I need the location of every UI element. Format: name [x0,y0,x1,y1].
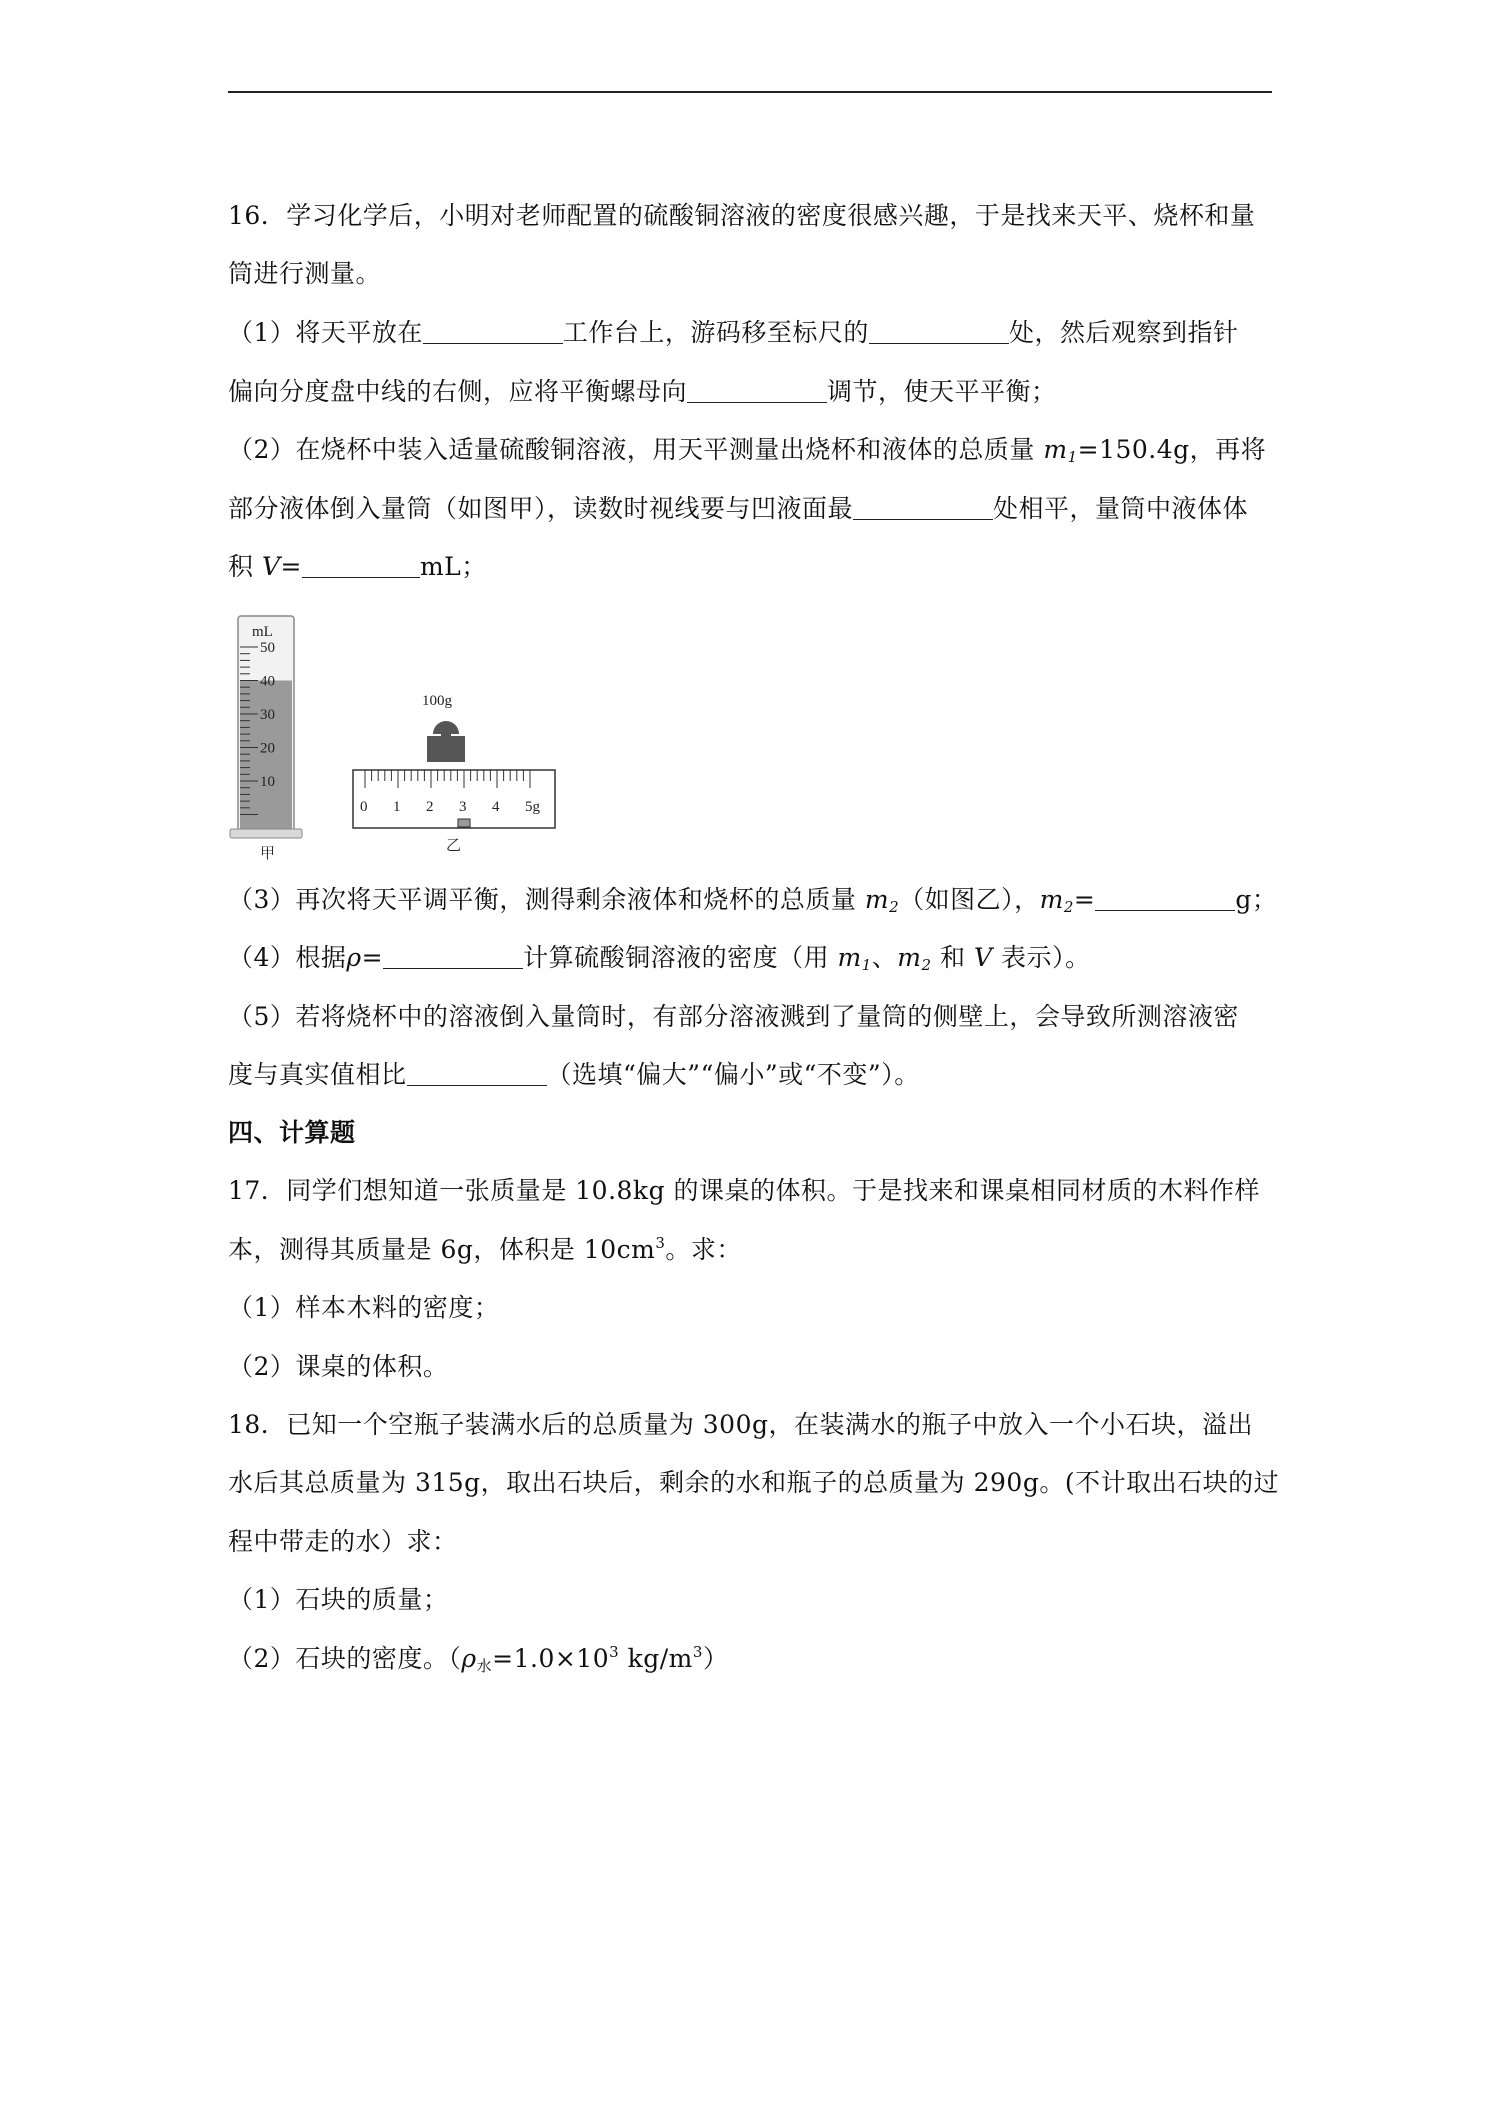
answer-blank [423,319,563,344]
q16-p2-text-g: mL； [419,552,487,581]
q16-part2-line-2 [228,489,1248,525]
q18-text-b: =1.0×10 [492,1644,610,1673]
scale-tick-label: 5g [525,799,540,815]
q16-p2-text-e: 积 [228,552,262,581]
cylinder-tick-label: 30 [260,707,275,723]
answer-blank [853,495,993,520]
rho-water-subscript: 水 [476,1657,493,1675]
q18-text-c: kg/m [619,1644,693,1673]
q16-stem-line-1: 16．学习化学后，小明对老师配置的硫酸铜溶液的密度很感兴趣，于是找来天平、烧杯和量 [228,201,1256,230]
q16-p1-text-b: 工作台上，游码移至标尺的 [562,318,869,347]
q16-p1-text-d: 偏向分度盘中线的右侧，应将平衡螺母向 [228,377,688,406]
q17-sub-2: （2）课桌的体积。 [228,1352,449,1381]
figure-cylinder-and-scale [228,610,588,860]
q16-part2-line-1 [228,430,1266,466]
q18-stem-line-1: 18．已知一个空瓶子装满水后的总质量为 300g，在装满水的瓶子中放入一个小石块，溢出 [228,1410,1253,1439]
cylinder-unit: mL [252,624,273,640]
m2-symbol: m [1039,885,1064,914]
q16-p2-text-f: = [280,552,302,581]
q16-part2-line-3 [228,547,487,583]
q16-part5-line-2 [228,1055,920,1091]
q16-p2-text-b: =150.4g，再将 [1077,435,1267,464]
q16-p4-text-a: （4）根据 [228,943,347,972]
q16-part4-line [228,938,1090,974]
q16-p3-text-b: （如图乙）， [899,885,1040,914]
q16-part3-line [228,880,1277,916]
answer-blank [1095,886,1235,911]
q18-sub-2 [228,1639,728,1676]
figure-svg [228,610,588,860]
q17-text-b: 。求： [665,1235,742,1264]
v-symbol: V [261,552,281,581]
scale-tick-label: 2 [426,799,434,815]
m2-subscript: 2 [889,898,900,916]
m2-symbol: m [897,943,922,972]
scale-caption: 乙 [446,836,462,854]
balance-scale [353,693,555,854]
m2-symbol: m [864,885,890,914]
q17-sup: 3 [655,1234,666,1252]
scale-tick-label: 3 [459,799,467,815]
m1-subscript: 1 [861,956,872,974]
q17-sub-1: （1）样本木料的密度； [228,1293,500,1322]
cylinder-base [230,829,302,838]
m1-symbol: m [1043,435,1068,464]
q16-p1-text-c: 处，然后观察到指针 [1008,318,1239,347]
answer-blank [407,1061,547,1086]
cylinder-tick-label: 50 [260,640,275,656]
header-rule [228,91,1272,93]
graduated-cylinder [230,616,302,860]
rider-marker [458,819,470,827]
answer-blank [302,553,420,578]
weight-label: 100g [422,693,452,709]
cylinder-tick-label: 40 [260,673,275,690]
q16-p1-text-a: （1）将天平放在 [228,318,423,347]
q18-text-a: （2）石块的密度。（ [228,1644,462,1673]
q16-part1-line-1 [228,313,1238,349]
cylinder-caption: 甲 [260,844,276,860]
answer-blank [687,378,827,403]
m2-subscript: 2 [921,956,932,974]
v-symbol: V [973,943,993,972]
q16-p2-text-a: （2）在烧杯中装入适量硫酸铜溶液，用天平测量出烧杯和液体的总质量 [228,435,1044,464]
q16-p4-text-b: = [361,943,384,972]
scale-tick-label: 1 [393,799,401,815]
q16-p4-text-d: 、 [871,943,898,972]
cylinder-tick-label: 10 [260,774,275,790]
q18-sub-1: （1）石块的质量； [228,1585,449,1614]
m1-subscript: 1 [1067,448,1078,466]
q18-sup-2: 3 [692,1643,703,1661]
q18-stem-line-3: 程中带走的水）求： [228,1527,458,1556]
q16-p4-text-c: 计算硫酸铜溶液的密度（用 [523,943,838,972]
q16-stem-line-2: 筒进行测量。 [228,259,382,288]
q16-p5-text-b: 度与真实值相比 [228,1060,407,1089]
answer-blank [869,319,1009,344]
q16-p4-text-f: 表示）。 [992,943,1091,972]
q17-stem-line-2 [228,1230,742,1266]
q18-stem-line-2: 水后其总质量为 315g，取出石块后，剩余的水和瓶子的总质量为 290g。(不计取出石块的过 [228,1468,1280,1497]
rho-symbol: ρ [461,1644,477,1673]
rho-symbol: ρ [346,943,362,972]
m2-subscript: 2 [1063,898,1074,916]
q16-p1-text-e: 调节，使天平平衡； [827,377,1057,406]
weight-body [427,736,465,762]
q16-p4-text-e: 和 [931,943,974,972]
q16-p2-text-c: 部分液体倒入量筒（如图甲），读数时视线要与凹液面最 [228,494,854,523]
section-title: 四、计算题 [228,1118,356,1147]
q16-p3-text-a: （3）再次将天平调平衡，测得剩余液体和烧杯的总质量 [228,885,865,914]
q16-part5-line-1: （5）若将烧杯中的溶液倒入量筒时，有部分溶液溅到了量筒的侧壁上，会导致所测溶液密 [228,1002,1239,1031]
q18-text-d: ） [702,1644,729,1673]
answer-blank [383,944,523,969]
q16-p3-text-c: = [1073,885,1096,914]
q16-p3-text-d: g； [1235,885,1278,914]
cylinder-tick-label: 20 [260,740,275,757]
q16-p2-text-d: 处相平，量筒中液体体 [993,494,1249,523]
q17-stem-line-1: 17．同学们想知道一张质量是 10.8kg 的课桌的体积。于是找来和课桌相同材质的木料作样 [228,1176,1261,1205]
q16-p5-text-c: （选填“偏大”“偏小”或“不变”）。 [546,1060,920,1089]
q18-sup: 3 [609,1643,620,1661]
q17-text-a: 本，测得其质量是 6g，体积是 10cm [228,1235,656,1264]
q16-part1-line-2 [228,372,1057,408]
scale-tick-label: 4 [492,799,500,815]
scale-tick-label: 0 [360,799,368,815]
m1-symbol: m [837,943,862,972]
